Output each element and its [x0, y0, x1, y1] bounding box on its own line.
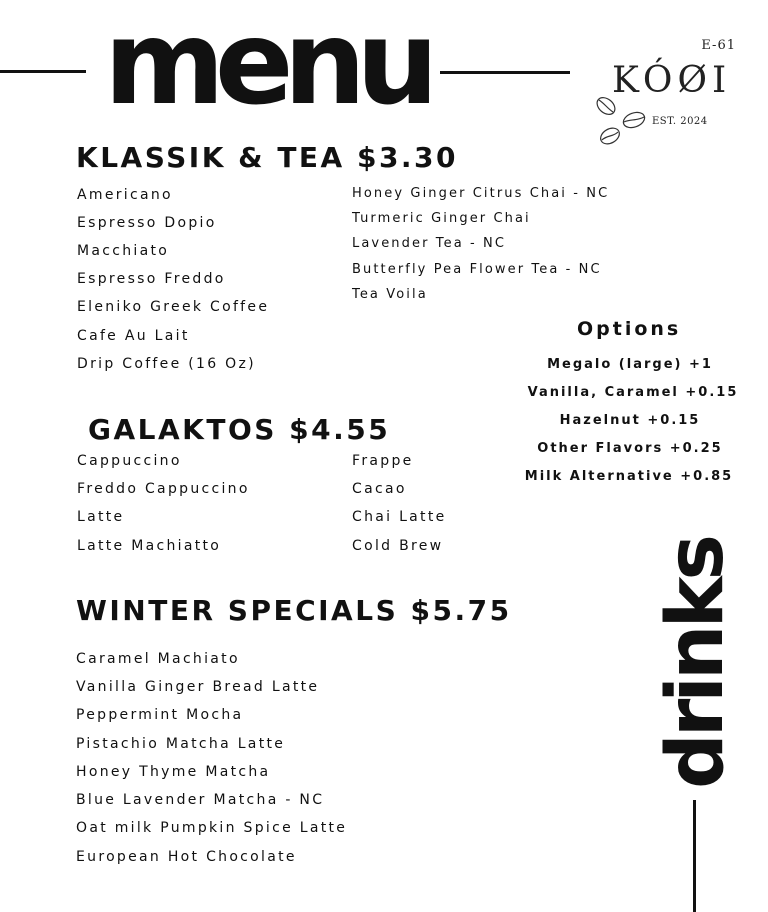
menu-item: Macchiato — [77, 243, 170, 259]
menu-item: Honey Thyme Matcha — [76, 764, 271, 780]
menu-item: Cacao — [352, 481, 407, 497]
menu-item: Pistachio Matcha Latte — [76, 736, 286, 752]
menu-item: Americano — [77, 187, 173, 203]
option-item: Hazelnut +0.15 — [559, 413, 701, 428]
section-heading-galaktos: GALAKTOS $4.55 — [88, 413, 391, 446]
menu-item: Vanilla Ginger Bread Latte — [76, 679, 320, 695]
menu-item: Cold Brew — [352, 538, 444, 554]
menu-item: Turmeric Ginger Chai — [352, 211, 531, 226]
side-rule — [693, 800, 696, 912]
header-rule-left — [0, 70, 86, 73]
menu-item: Chai Latte — [352, 509, 447, 525]
menu-item: Drip Coffee (16 Oz) — [77, 356, 256, 372]
menu-item: Caramel Machiato — [76, 651, 240, 667]
menu-item: Latte Machiatto — [77, 538, 222, 554]
section-heading-winter: WINTER SPECIALS $5.75 — [76, 594, 512, 627]
option-item: Other Flavors +0.25 — [537, 441, 723, 456]
menu-item: Espresso Dopio — [77, 215, 217, 231]
menu-item: Cafe Au Lait — [77, 328, 190, 344]
menu-item: Blue Lavender Matcha - NC — [76, 792, 325, 808]
menu-item: Lavender Tea - NC — [352, 236, 507, 251]
menu-item: European Hot Chocolate — [76, 849, 297, 865]
menu-item: Tea Voila — [352, 287, 428, 302]
menu-title: menu — [104, 0, 429, 131]
menu-item: Butterfly Pea Flower Tea - NC — [352, 262, 602, 277]
coffee-beans-icon — [592, 92, 656, 152]
menu-item: Frappe — [352, 453, 414, 469]
menu-item: Peppermint Mocha — [76, 707, 244, 723]
menu-item: Cappuccino — [77, 453, 182, 469]
menu-item: Latte — [77, 509, 125, 525]
menu-item: Honey Ginger Citrus Chai - NC — [352, 186, 610, 201]
drinks-side-label: drinks — [651, 538, 741, 789]
option-item: Megalo (large) +1 — [547, 357, 713, 372]
option-item: Milk Alternative +0.85 — [524, 469, 734, 484]
menu-item: Eleniko Greek Coffee — [77, 299, 270, 315]
option-item: Vanilla, Caramel +0.15 — [527, 385, 739, 400]
location-code: E-61 — [701, 38, 736, 53]
established-label: EST. 2024 — [652, 116, 708, 127]
menu-item: Freddo Cappuccino — [77, 481, 250, 497]
header-rule-right — [440, 71, 570, 74]
options-heading: Options — [577, 318, 682, 340]
section-heading-klassik: KLASSIK & TEA $3.30 — [76, 141, 459, 174]
brand-logo: KÓØI — [612, 60, 732, 101]
menu-item: Oat milk Pumpkin Spice Latte — [76, 820, 348, 836]
menu-item: Espresso Freddo — [77, 271, 226, 287]
